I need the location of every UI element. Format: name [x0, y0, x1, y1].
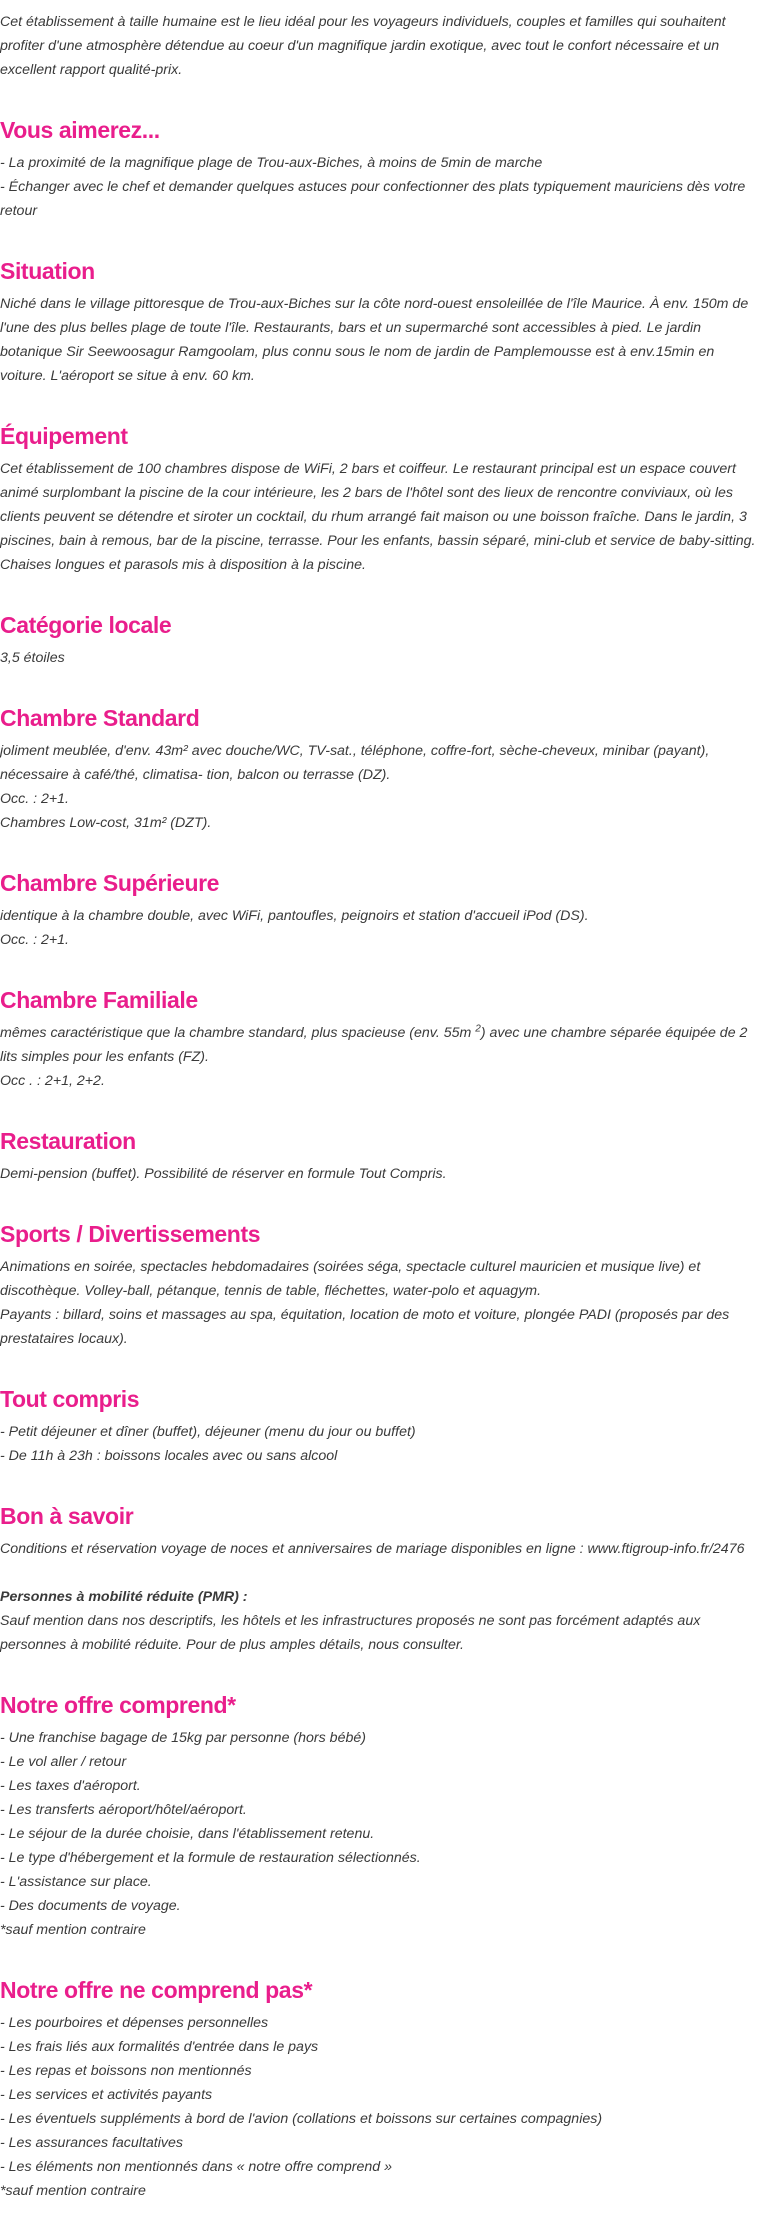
section-offre-comprend	[0, 1690, 758, 1942]
footnote: *sauf mention contraire	[0, 2183, 146, 2199]
section-title: Sports / Divertissements	[0, 1221, 261, 1247]
list-item: - Les services et activités payants	[0, 2087, 213, 2103]
text-line: Animations en soirée, spectacles hebdomadaires (soirées séga, spectacle culturel mauricien et musique live) et discothèque. Volley-ball, pétanque, tennis de table, fléchettes, water-polo et aquagym.	[0, 1259, 701, 1299]
section-title: Catégorie locale	[0, 612, 172, 638]
section-vous-aimerez	[0, 115, 758, 223]
list-item: - Le type d'hébergement et la formule de restauration sélectionnés.	[0, 1850, 421, 1866]
section-title: Chambre Supérieure	[0, 870, 220, 896]
list-item: - Les repas et boissons non mentionnés	[0, 2063, 252, 2079]
list-item: - Les frais liés aux formalités d'entrée dans le pays	[0, 2039, 319, 2055]
section-body	[0, 2011, 758, 2203]
intro-text: Cet établissement à taille humaine est le lieu idéal pour les voyageurs individuels, couples et familles qui souhaitent profiter d'une atmosphère détendue au coeur d'un magnifique jardin exotique, avec tout le confort nécessaire et un excellent rapport qualité-prix.	[0, 14, 726, 78]
text-line: Occ . : 2+1, 2+2.	[0, 1073, 105, 1089]
footnote: *sauf mention contraire	[0, 1922, 146, 1938]
section-body: Conditions et réservation voyage de noces et anniversaires de mariage disponibles en ligne : www.ftigroup-info.fr/2476	[0, 1541, 745, 1557]
section-title: Restauration	[0, 1128, 136, 1154]
section-title: Notre offre comprend*	[0, 1692, 236, 1718]
section-body: 3,5 étoiles	[0, 650, 65, 666]
section-restauration	[0, 1126, 758, 1186]
section-body	[0, 739, 758, 835]
list-item: - L'assistance sur place.	[0, 1874, 152, 1890]
section-title: Tout compris	[0, 1386, 140, 1412]
section-body	[0, 1420, 758, 1468]
list-item: - Échanger avec le chef et demander quelques astuces pour confectionner des plats typiquement mauriciens dès votre retour	[0, 179, 746, 219]
section-body	[0, 1021, 758, 1093]
text-line: joliment meublée, d'env. 43m² avec douche/WC, TV-sat., téléphone, coffre-fort, sèche-cheveux, minibar (payant), nécessaire à café/thé, climatisa- tion, balcon ou terrasse (DZ).	[0, 743, 710, 783]
list-item: - Le vol aller / retour	[0, 1754, 127, 1770]
section-offre-ne-comprend-pas	[0, 1975, 758, 2203]
section-title: Équipement	[0, 423, 128, 449]
list-item: - Les assurances facultatives	[0, 2135, 183, 2151]
list-item: - Petit déjeuner et dîner (buffet), déjeuner (menu du jour ou buffet)	[0, 1424, 416, 1440]
list-item: - Une franchise bagage de 15kg par personne (hors bébé)	[0, 1730, 366, 1746]
section-tout-compris	[0, 1384, 758, 1468]
section-chambre-familiale	[0, 985, 758, 1093]
pmr-text: Sauf mention dans nos descriptifs, les hôtels et les infrastructures proposés ne sont pas forcément adaptés aux personnes à mobilité réduite. Pour de plus amples détails, nous consulter.	[0, 1613, 701, 1653]
section-sports	[0, 1219, 758, 1351]
section-title: Chambre Familiale	[0, 987, 198, 1013]
section-body: Niché dans le village pittoresque de Trou-aux-Biches sur la côte nord-ouest ensoleillée de l'île Maurice. À env. 150m de l'une des plus belles plage de toute l'île. Restaurants, bars et un supermarché sont accessibles à pied. Le jardin botanique Sir Seewoosagur Ramgoolam, plus connu sous le nom de jardin de Pamplemousse est à env.15min en voiture. L'aéroport se situe à env. 60 km.	[0, 296, 749, 384]
section-body	[0, 1255, 758, 1351]
list-item: - Les transferts aéroport/hôtel/aéroport.	[0, 1802, 247, 1818]
text-part: ) avec une chambre séparée équipée de 2 lits simples pour les enfants (FZ).	[0, 1025, 748, 1065]
section-body: Demi-pension (buffet). Possibilité de réserver en formule Tout Compris.	[0, 1166, 447, 1182]
list-item: - Des documents de voyage.	[0, 1898, 181, 1914]
section-title: Bon à savoir	[0, 1503, 134, 1529]
text-part: mêmes caractéristique que la chambre standard, plus spacieuse (env. 55m	[0, 1025, 476, 1041]
section-situation	[0, 256, 758, 388]
list-item: - Les taxes d'aéroport.	[0, 1778, 141, 1794]
section-body	[0, 151, 758, 223]
section-title: Situation	[0, 258, 95, 284]
superscript: 2	[475, 1023, 481, 1035]
section-equipement	[0, 421, 758, 577]
pmr-label: Personnes à mobilité réduite (PMR) :	[0, 1589, 248, 1605]
list-item: - Les pourboires et dépenses personnelles	[0, 2015, 269, 2031]
section-body: Cet établissement de 100 chambres dispose de WiFi, 2 bars et coiffeur. Le restaurant principal est un espace couvert animé surplombant la piscine de la cour intérieure, les 2 bars de l'hôtel sont des lieux de rencontre conviviaux, où les clients peuvent se détendre et siroter un cocktail, du rhum arrangé fait maison ou une boisson fraîche. Dans le jardin, 3 piscines, bain à remous, bar de la piscine, terrasse. Pour les enfants, bassin séparé, mini-club et service de baby-sitting. Chaises longues et parasols mis à disposition à la piscine.	[0, 461, 756, 573]
section-body	[0, 1726, 758, 1942]
list-item: - La proximité de la magnifique plage de Trou-aux-Biches, à moins de 5min de marche	[0, 155, 543, 171]
section-bon-a-savoir	[0, 1501, 758, 1657]
text-line: Occ. : 2+1.	[0, 932, 69, 948]
text-line: Occ. : 2+1.	[0, 791, 69, 807]
text-line: Payants : billard, soins et massages au spa, équitation, location de moto et voiture, plongée PADI (proposés par des prestataires locaux).	[0, 1307, 730, 1347]
section-categorie	[0, 610, 758, 670]
section-title: Chambre Standard	[0, 705, 200, 731]
text-line: Chambres Low-cost, 31m² (DZT).	[0, 815, 212, 831]
list-item: - Le séjour de la durée choisie, dans l'établissement retenu.	[0, 1826, 375, 1842]
list-item: - Les éléments non mentionnés dans « notre offre comprend »	[0, 2159, 392, 2175]
hotel-description	[0, 10, 758, 2203]
section-chambre-superieure	[0, 868, 758, 952]
pmr-block	[0, 1585, 758, 1657]
list-item: - Les éventuels suppléments à bord de l'avion (collations et boissons sur certaines compagnies)	[0, 2111, 603, 2127]
section-title: Notre offre ne comprend pas*	[0, 1977, 313, 2003]
text-line	[0, 1021, 758, 1069]
section-title: Vous aimerez...	[0, 117, 160, 143]
section-chambre-standard	[0, 703, 758, 835]
section-body	[0, 904, 758, 952]
list-item: - De 11h à 23h : boissons locales avec ou sans alcool	[0, 1448, 338, 1464]
text-line: identique à la chambre double, avec WiFi, pantoufles, peignoirs et station d'accueil iPod (DS).	[0, 908, 589, 924]
